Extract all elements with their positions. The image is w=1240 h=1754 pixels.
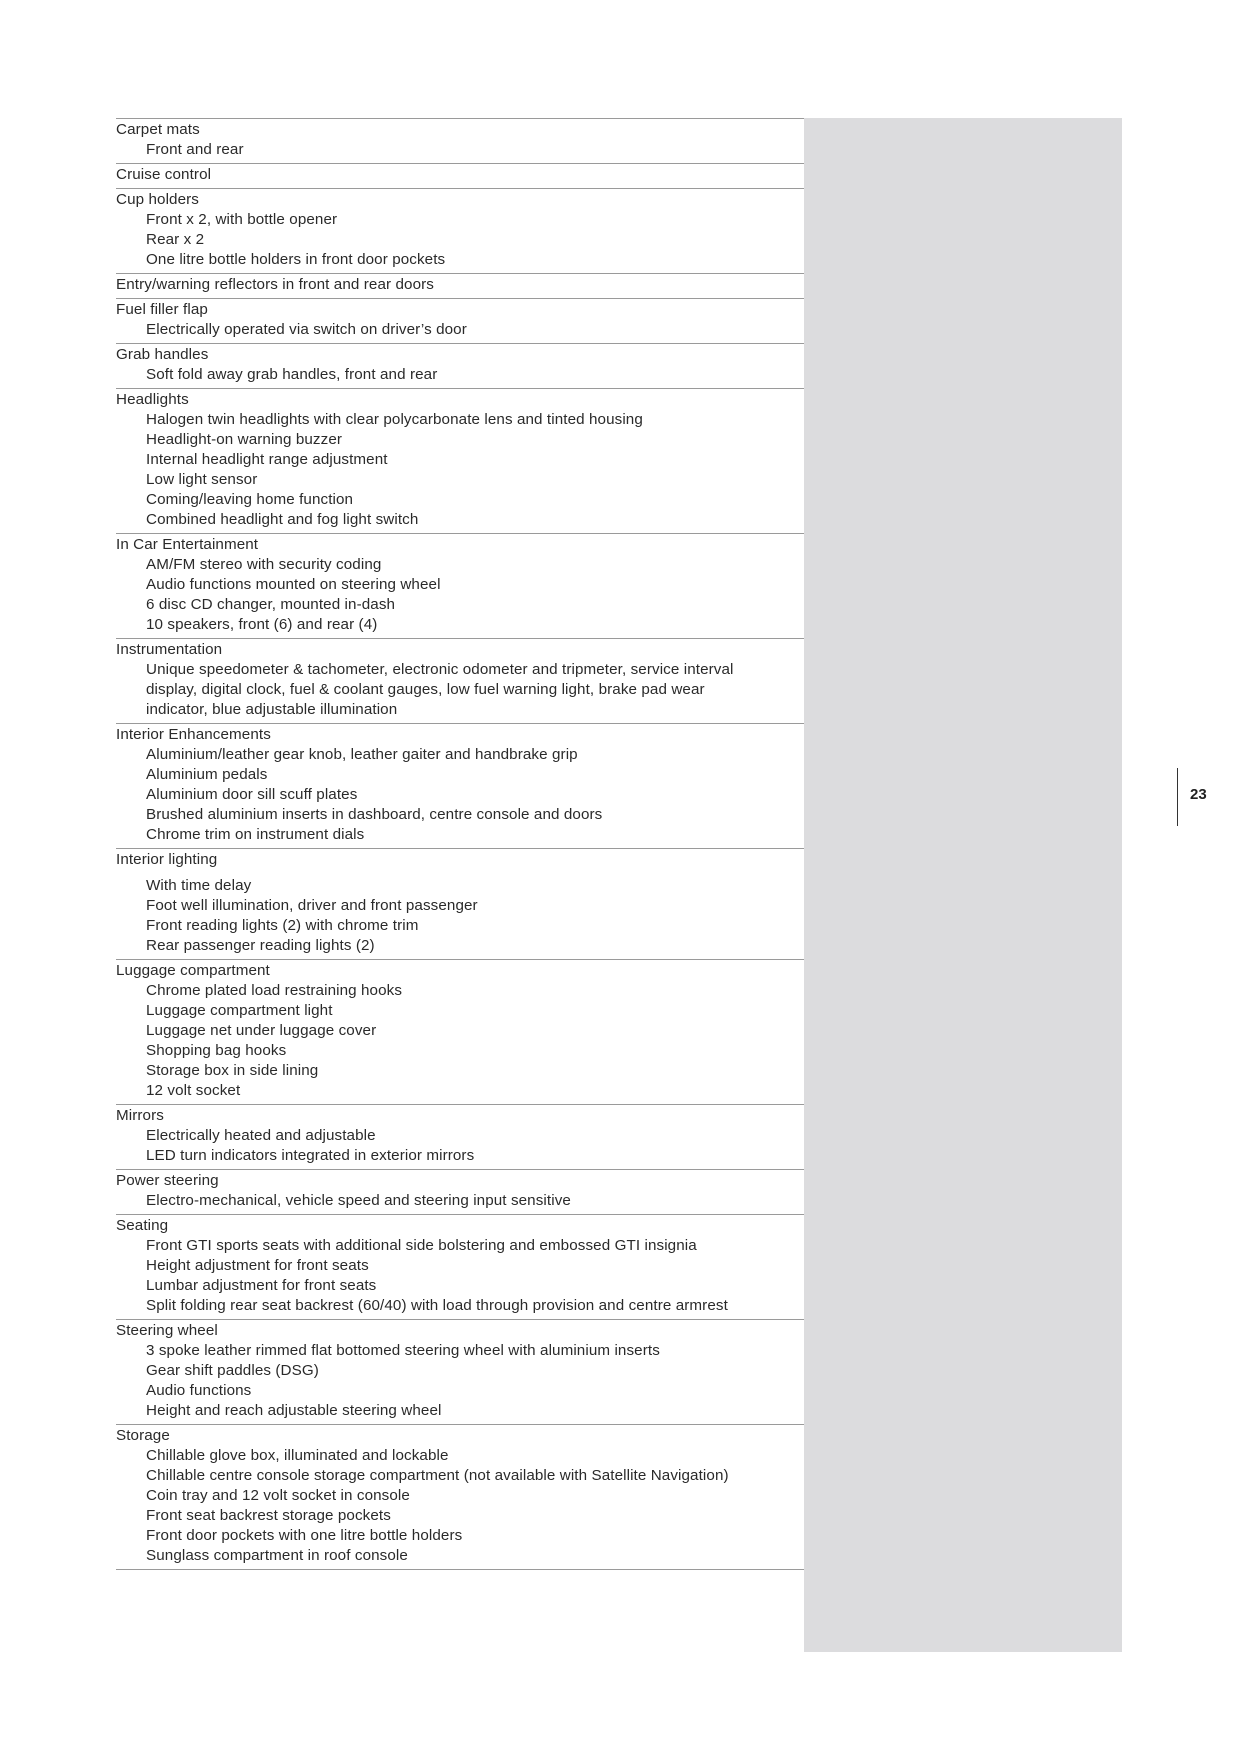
- section-item: Front and rear: [146, 141, 244, 158]
- section-item: Front GTI sports seats with additional side bolstering and embossed GTI insignia: [146, 1237, 697, 1254]
- section-heading: Seating: [116, 1217, 169, 1234]
- section-item: Luggage compartment light: [146, 1002, 333, 1019]
- spec-section: [116, 1320, 804, 1425]
- section-item: Coming/leaving home function: [146, 491, 354, 508]
- section-item: Electrically heated and adjustable: [146, 1127, 376, 1144]
- section-heading: Headlights: [116, 391, 189, 408]
- section-item: Aluminium door sill scuff plates: [146, 786, 358, 803]
- spec-list: [116, 118, 804, 1570]
- section-item: Coin tray and 12 volt socket in console: [146, 1487, 410, 1504]
- spec-section: [116, 164, 804, 189]
- section-item: AM/FM stereo with security coding: [146, 556, 382, 573]
- section-item: One litre bottle holders in front door pockets: [146, 251, 446, 268]
- section-item: Aluminium/leather gear knob, leather gaiter and handbrake grip: [146, 746, 578, 763]
- section-heading: Cup holders: [116, 191, 199, 208]
- section-item: Electrically operated via switch on driver’s door: [146, 321, 467, 338]
- section-item: Lumbar adjustment for front seats: [146, 1277, 377, 1294]
- section-item: Headlight-on warning buzzer: [146, 431, 343, 448]
- section-item: Rear passenger reading lights (2): [146, 937, 375, 954]
- section-item: Shopping bag hooks: [146, 1042, 287, 1059]
- spec-section: [116, 1425, 804, 1570]
- spec-section: [116, 119, 804, 164]
- section-heading: Cruise control: [116, 166, 212, 183]
- page-marker-rule: [1177, 768, 1178, 826]
- section-heading: Interior lighting: [116, 851, 218, 868]
- spec-section: [116, 189, 804, 274]
- section-item: 3 spoke leather rimmed flat bottomed steering wheel with aluminium inserts: [146, 1342, 660, 1359]
- section-item: Electro-mechanical, vehicle speed and steering input sensitive: [146, 1192, 571, 1209]
- section-item: With time delay: [146, 877, 252, 894]
- section-heading: In Car Entertainment: [116, 536, 259, 553]
- section-item: LED turn indicators integrated in exterior mirrors: [146, 1147, 475, 1164]
- section-item: Front x 2, with bottle opener: [146, 211, 338, 228]
- section-heading: Luggage compartment: [116, 962, 270, 979]
- page-number: 23: [1190, 786, 1207, 803]
- section-item: Gear shift paddles (DSG): [146, 1362, 319, 1379]
- section-heading: Entry/warning reflectors in front and rear doors: [116, 276, 434, 293]
- spec-section: [116, 639, 804, 724]
- section-item: Internal headlight range adjustment: [146, 451, 388, 468]
- section-item: Storage box in side lining: [146, 1062, 319, 1079]
- spec-section: [116, 534, 804, 639]
- section-heading: Storage: [116, 1427, 170, 1444]
- section-item: Rear x 2: [146, 231, 205, 248]
- section-item: 10 speakers, front (6) and rear (4): [146, 616, 378, 633]
- spec-section: [116, 1105, 804, 1170]
- section-item: 6 disc CD changer, mounted in-dash: [146, 596, 396, 613]
- section-item: Chrome plated load restraining hooks: [146, 982, 403, 999]
- section-item: Audio functions: [146, 1382, 252, 1399]
- section-item: Chrome trim on instrument dials: [146, 826, 365, 843]
- gray-side-panel: [804, 118, 1122, 1652]
- section-item: Luggage net under luggage cover: [146, 1022, 377, 1039]
- section-heading: Steering wheel: [116, 1322, 218, 1339]
- section-heading: Instrumentation: [116, 641, 223, 658]
- section-item: Low light sensor: [146, 471, 258, 488]
- spec-section: [116, 1170, 804, 1215]
- spec-section: [116, 849, 804, 960]
- section-item: Audio functions mounted on steering wheel: [146, 576, 441, 593]
- section-item: Front door pockets with one litre bottle holders: [146, 1527, 463, 1544]
- spec-section: [116, 960, 804, 1105]
- spec-section: [116, 299, 804, 344]
- section-item: Chillable centre console storage compartment (not available with Satellite Navigation): [146, 1467, 729, 1484]
- section-item: Front reading lights (2) with chrome trim: [146, 917, 419, 934]
- section-item: display, digital clock, fuel & coolant gauges, low fuel warning light, brake pad wear: [146, 681, 705, 698]
- section-item: indicator, blue adjustable illumination: [146, 701, 398, 718]
- section-item: Split folding rear seat backrest (60/40) with load through provision and centre armrest: [146, 1297, 728, 1314]
- section-heading: Fuel filler flap: [116, 301, 208, 318]
- spec-section: [116, 389, 804, 534]
- section-item: Foot well illumination, driver and front passenger: [146, 897, 478, 914]
- section-item: Front seat backrest storage pockets: [146, 1507, 391, 1524]
- section-item: 12 volt socket: [146, 1082, 241, 1099]
- section-item: Brushed aluminium inserts in dashboard, centre console and doors: [146, 806, 603, 823]
- section-heading: Grab handles: [116, 346, 209, 363]
- section-item: Combined headlight and fog light switch: [146, 511, 419, 528]
- section-heading: Interior Enhancements: [116, 726, 271, 743]
- section-item: Halogen twin headlights with clear polycarbonate lens and tinted housing: [146, 411, 643, 428]
- section-heading: Mirrors: [116, 1107, 164, 1124]
- spec-section: [116, 724, 804, 849]
- section-heading: Carpet mats: [116, 121, 200, 138]
- section-heading: Power steering: [116, 1172, 219, 1189]
- section-item: Height adjustment for front seats: [146, 1257, 369, 1274]
- spec-section: [116, 344, 804, 389]
- spec-section: [116, 1215, 804, 1320]
- section-item: Chillable glove box, illuminated and lockable: [146, 1447, 449, 1464]
- section-item: Soft fold away grab handles, front and rear: [146, 366, 438, 383]
- section-item: Sunglass compartment in roof console: [146, 1547, 408, 1564]
- section-item: Height and reach adjustable steering wheel: [146, 1402, 442, 1419]
- section-item: Aluminium pedals: [146, 766, 268, 783]
- section-item: Unique speedometer & tachometer, electronic odometer and tripmeter, service interval: [146, 661, 734, 678]
- spec-section: [116, 274, 804, 299]
